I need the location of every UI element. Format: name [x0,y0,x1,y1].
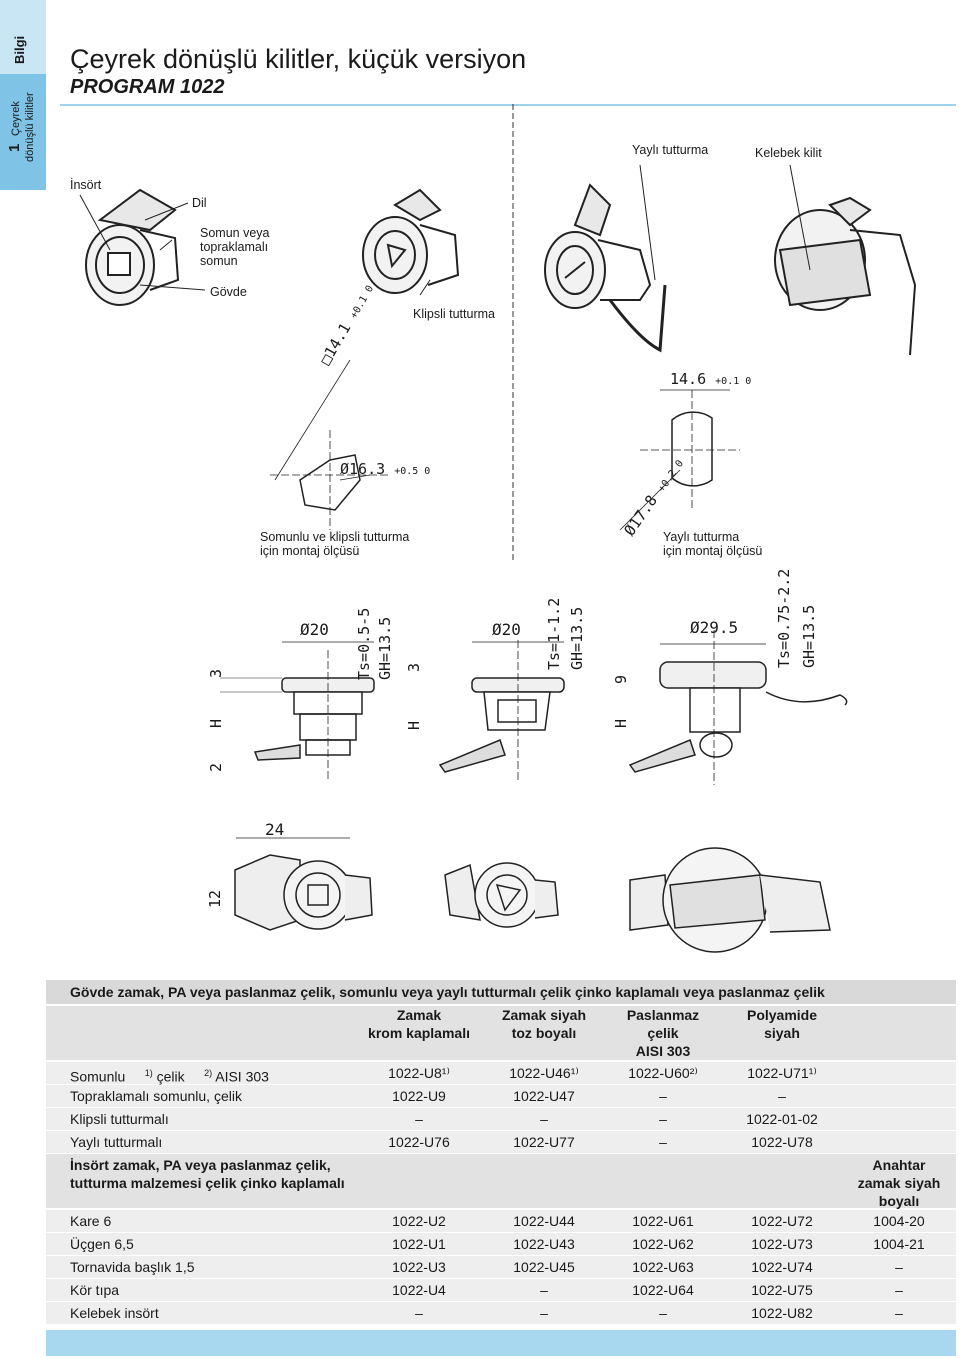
cell-value: 1022-U4 [392,1282,446,1298]
cell-value: – [659,1134,667,1150]
cutout-square-nut [270,360,390,530]
dim-h3b: 3 [405,662,423,672]
dim-square-tol: +0.1 0 [348,283,377,321]
table-row [46,1108,956,1130]
table-row [46,1279,956,1301]
dim-dia-nut-value: Ø16.3 [340,460,386,478]
table-section1-header [46,980,956,1004]
col2-line1: Zamak siyah [501,1007,587,1023]
dim-ts1: Ts=0.5-5 [355,607,373,680]
col4-line1: Polyamide [746,1007,818,1023]
cell-value: 1022-U46¹⁾ [509,1065,579,1081]
row-label-nut-mid: çelik [156,1068,185,1085]
cell-value: 1022-U76 [388,1134,450,1150]
dim-flat [670,372,751,389]
cell-value: 1022-U9 [392,1088,446,1104]
dim-h3a: 3 [207,668,225,678]
dim-gh3: GH=13.5 [800,604,818,668]
cell-value: 1022-U1 [392,1236,446,1252]
col4-line2: siyah [764,1025,800,1041]
cell-value: – [415,1305,423,1321]
caption-nut-clip-line1: Somunlu ve klipsli tutturma [260,530,410,544]
caption-spring-line2: için montaj ölçüsü [663,544,763,558]
cell-value: 1022-01-02 [746,1111,818,1127]
cell-value: 1022-U73 [751,1236,813,1252]
cell-value: 1022-U64 [632,1282,694,1298]
cell-value: – [659,1088,667,1104]
label-nut-line3: somun [200,254,238,268]
cell-value: – [895,1305,903,1321]
label-wing: Kelebek kilit [755,146,822,160]
cell-value: – [659,1111,667,1127]
cell-value: 1022-U77 [513,1134,575,1150]
col5-line3: boyalı [878,1193,920,1209]
dim-d20a: Ø20 [300,620,329,639]
table-row [46,1085,956,1107]
row-label: Üçgen 6,5 [70,1236,134,1252]
col-header-zamak-black [484,1006,604,1060]
caption-spring-line1: Yaylı tutturma [663,530,740,544]
dim-dia-spring-tol: +0.2 0 [656,458,687,495]
label-clip: Klipsli tutturma [413,307,495,321]
row-label: Tornavida başlık 1,5 [70,1259,195,1275]
mounting-cutout-drawings [0,330,960,560]
cell-value: – [778,1088,786,1104]
row-label-nut-text: Somunlu [70,1068,126,1085]
label-tongue: Dil [192,196,207,210]
cell-value: 1022-U45 [513,1259,575,1275]
sidebar-tab-info[interactable] [0,0,46,74]
dim-flat-tol: +0.1 0 [715,376,752,387]
col-header-stainless [604,1006,722,1060]
row-label: Kelebek insört [70,1305,159,1321]
cell-value: 1022-U47 [513,1088,575,1104]
col5-line2: zamak siyah [857,1175,941,1191]
label-body: Gövde [210,285,247,299]
dim-d295: Ø29.5 [690,618,739,637]
label-nut-line2: topraklamalı [200,240,269,254]
label-nut-line1: Somun veya [200,226,270,240]
lock-illustration-clip [363,190,458,295]
row-label: Kör tıpa [70,1282,120,1298]
sidebar-chapter-line1: Çeyrek [10,101,22,136]
front-view-wing [630,848,830,952]
dim-ts2: Ts=1-1.2 [545,597,563,670]
dim-d20b: Ø20 [492,620,521,639]
cell-value: 1022-U43 [513,1236,575,1252]
caption-nut-clip-line2: için montaj ölçüsü [260,544,360,558]
cell-value: – [415,1111,423,1127]
cell-value: 1022-U75 [751,1282,813,1298]
lock-illustration-nut [80,190,205,305]
cell-value: 1022-U61 [632,1213,694,1229]
cell-value: 1022-U8¹⁾ [388,1065,450,1081]
lock-illustration-spring [545,165,665,350]
table-row [46,1302,956,1324]
dim-square-value: □14.1 [316,319,355,368]
cell-value: 1022-U71¹⁾ [747,1065,817,1081]
section2-title-line1: İnsört zamak, PA veya paslanmaz çelik, [70,1157,331,1173]
sidebar-section-label: Bilgi [12,35,27,64]
dim-dia-nut [340,462,430,479]
dim-gh1: GH=13.5 [376,616,394,680]
table-row [46,1131,956,1153]
cell-value: – [540,1305,548,1321]
row-label: Yaylı tutturmalı [70,1134,163,1150]
page-title: Çeyrek dönüşlü kilitler, küçük versiyon [70,44,527,74]
row-label-nut-sup1: 1) [144,1068,153,1078]
cell-value: 1022-U60²⁾ [628,1065,698,1081]
row-label-nut-sup2: 2) [204,1068,213,1078]
section1-title: Gövde zamak, PA veya paslanmaz çelik, somunlu veya yaylı tutturmalı çelik çinko kaplamalı veya paslanmaz çelik [70,984,825,1000]
col-header-key [842,1154,956,1210]
cell-value: 1022-U3 [392,1259,446,1275]
table-column-headers [46,1006,956,1060]
dim-flat-value: 14.6 [670,370,707,388]
cell-value: 1022-U44 [513,1213,575,1229]
cell-value: – [540,1111,548,1127]
table-row [46,1256,956,1278]
dim-H3: H [612,718,630,728]
dim-H2: H [405,720,423,730]
dim-w12: 12 [206,889,224,908]
cell-value: 1022-U78 [751,1134,813,1150]
row-label: Kare 6 [70,1213,112,1229]
col3-line2: çelik [647,1025,679,1041]
sidebar-chapter-number: 1 [6,143,23,152]
row-label-nut-tail: AISI 303 [215,1068,269,1085]
table-section2-header [46,1154,956,1208]
cell-value: 1022-U2 [392,1213,446,1229]
footer-bar [46,1330,956,1356]
cell-value: – [895,1259,903,1275]
col1-line2: krom kaplamalı [368,1025,470,1041]
table-row [46,1233,956,1255]
dim-h9: 9 [612,674,630,684]
dim-ts3: Ts=0.75-2.2 [775,568,793,668]
dim-two: 2 [207,762,225,772]
label-spring: Yaylı tutturma [632,143,709,157]
row-label-nut [70,1062,269,1084]
cell-value: 1022-U74 [751,1259,813,1275]
dim-gh2: GH=13.5 [568,606,586,670]
dim-dia-spring-value: Ø17.8 [620,491,662,540]
front-view-drawings [0,820,960,970]
col-header-zamak-chrome [354,1006,484,1060]
col3-line1: Paslanmaz [626,1007,700,1023]
cell-value: 1022-U82 [751,1305,813,1321]
side-view-nut [220,642,374,780]
cell-value: 1022-U63 [632,1259,694,1275]
col3-line3: AISI 303 [635,1043,691,1059]
col-header-polyamide [722,1006,842,1060]
row-label: Klipsli tutturmalı [70,1111,169,1127]
front-view-triangle [445,863,558,927]
cell-value: – [540,1282,548,1298]
sidebar-chapter-line2: dönüşlü kilitler [24,92,36,162]
cell-value: 1004-20 [873,1213,925,1229]
header-rule [60,104,956,106]
cell-value: – [895,1282,903,1298]
label-insert: İnsört [70,178,102,192]
cell-value: 1022-U62 [632,1236,694,1252]
table-row [46,1210,956,1232]
col1-line1: Zamak [396,1007,442,1023]
dim-H1: H [207,718,225,728]
page-subtitle: PROGRAM 1022 [70,76,225,98]
section2-title-line2: tutturma malzemesi çelik çinko kaplamalı [70,1175,345,1191]
row-label: Topraklamalı somunlu, çelik [70,1088,242,1104]
cell-value: 1022-U72 [751,1213,813,1229]
table-row [46,1062,956,1084]
cell-value: 1004-21 [873,1236,925,1252]
col5-line1: Anahtar [872,1157,926,1173]
front-view-square [235,838,372,930]
col2-line2: toz boyalı [511,1025,577,1041]
lock-illustration-wing [775,165,915,355]
dim-dia-nut-tol: +0.5 0 [394,466,431,477]
cell-value: – [659,1305,667,1321]
section2-title [70,1154,345,1210]
dim-w24: 24 [265,820,285,839]
